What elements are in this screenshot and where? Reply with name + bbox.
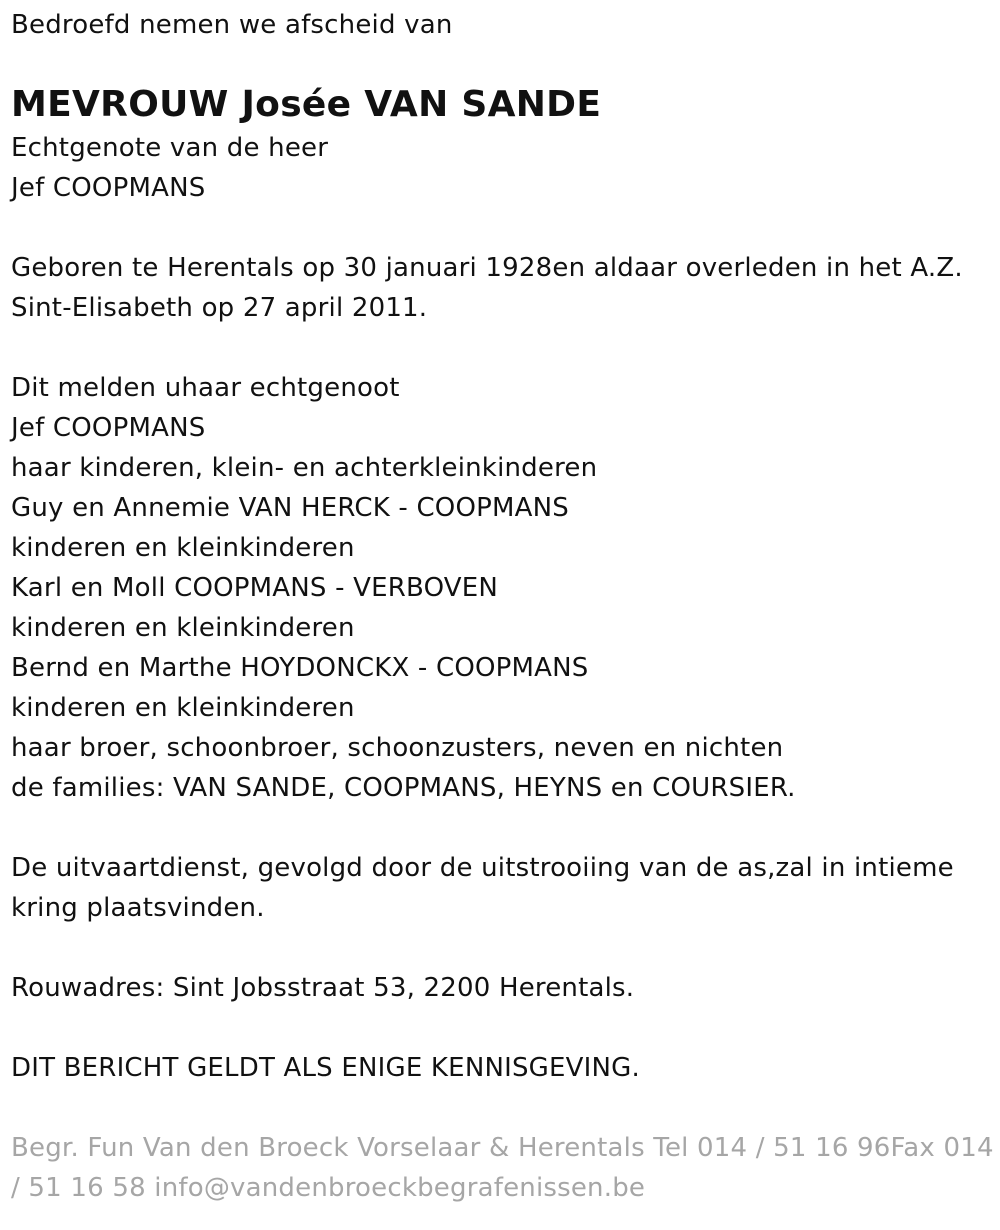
spacer xyxy=(11,808,991,848)
family-line: Bernd en Marthe HOYDONCKX - COOPMANS xyxy=(11,653,589,683)
spacer xyxy=(11,928,991,968)
family-line: Guy en Annemie VAN HERCK - COOPMANS xyxy=(11,493,569,523)
spacer xyxy=(11,1008,991,1048)
family-line: kinderen en kleinkinderen xyxy=(11,693,355,723)
family-line: Dit melden uhaar echtgenoot xyxy=(11,373,400,403)
family-list xyxy=(11,368,991,808)
spacer xyxy=(11,328,991,368)
family-line: haar kinderen, klein- en achterkleinkinderen xyxy=(11,453,598,483)
family-line: de families: VAN SANDE, COOPMANS, HEYNS en COURSIER. xyxy=(11,773,796,803)
official-notice: DIT BERICHT GELDT ALS ENIGE KENNISGEVING. xyxy=(11,1053,640,1083)
funeral-paragraph: De uitvaartdienst, gevolgd door de uitstrooiing van de as,zal in intieme kring plaatsvinden. xyxy=(11,853,954,923)
death-notice xyxy=(11,0,994,1208)
spouse-line-2: Jef COOPMANS xyxy=(11,173,206,203)
deceased-name: MEVROUW Josée VAN SANDE xyxy=(11,84,602,125)
family-line: kinderen en kleinkinderen xyxy=(11,533,355,563)
mourning-address: Rouwadres: Sint Jobsstraat 53, 2200 Herentals. xyxy=(11,973,635,1003)
family-line: Karl en Moll COOPMANS - VERBOVEN xyxy=(11,573,499,603)
family-line: Jef COOPMANS xyxy=(11,413,206,443)
spacer xyxy=(11,208,991,248)
family-line: kinderen en kleinkinderen xyxy=(11,613,355,643)
spouse-line-1: Echtgenote van de heer xyxy=(11,133,329,163)
birth-death-paragraph: Geboren te Herentals op 30 januari 1928en aldaar overleden in het A.Z. Sint-Elisabeth op 27 april 2011. xyxy=(11,253,963,323)
spacer xyxy=(11,1088,991,1128)
funeral-home-footer: Begr. Fun Van den Broeck Vorselaar & Herentals Tel 014 / 51 16 96Fax 014 / 51 16 58 info@vandenbroeckbegrafenissen.be xyxy=(11,1133,994,1203)
intro-text: Bedroefd nemen we afscheid van xyxy=(11,10,453,40)
family-line: haar broer, schoonbroer, schoonzusters, neven en nichten xyxy=(11,733,784,763)
